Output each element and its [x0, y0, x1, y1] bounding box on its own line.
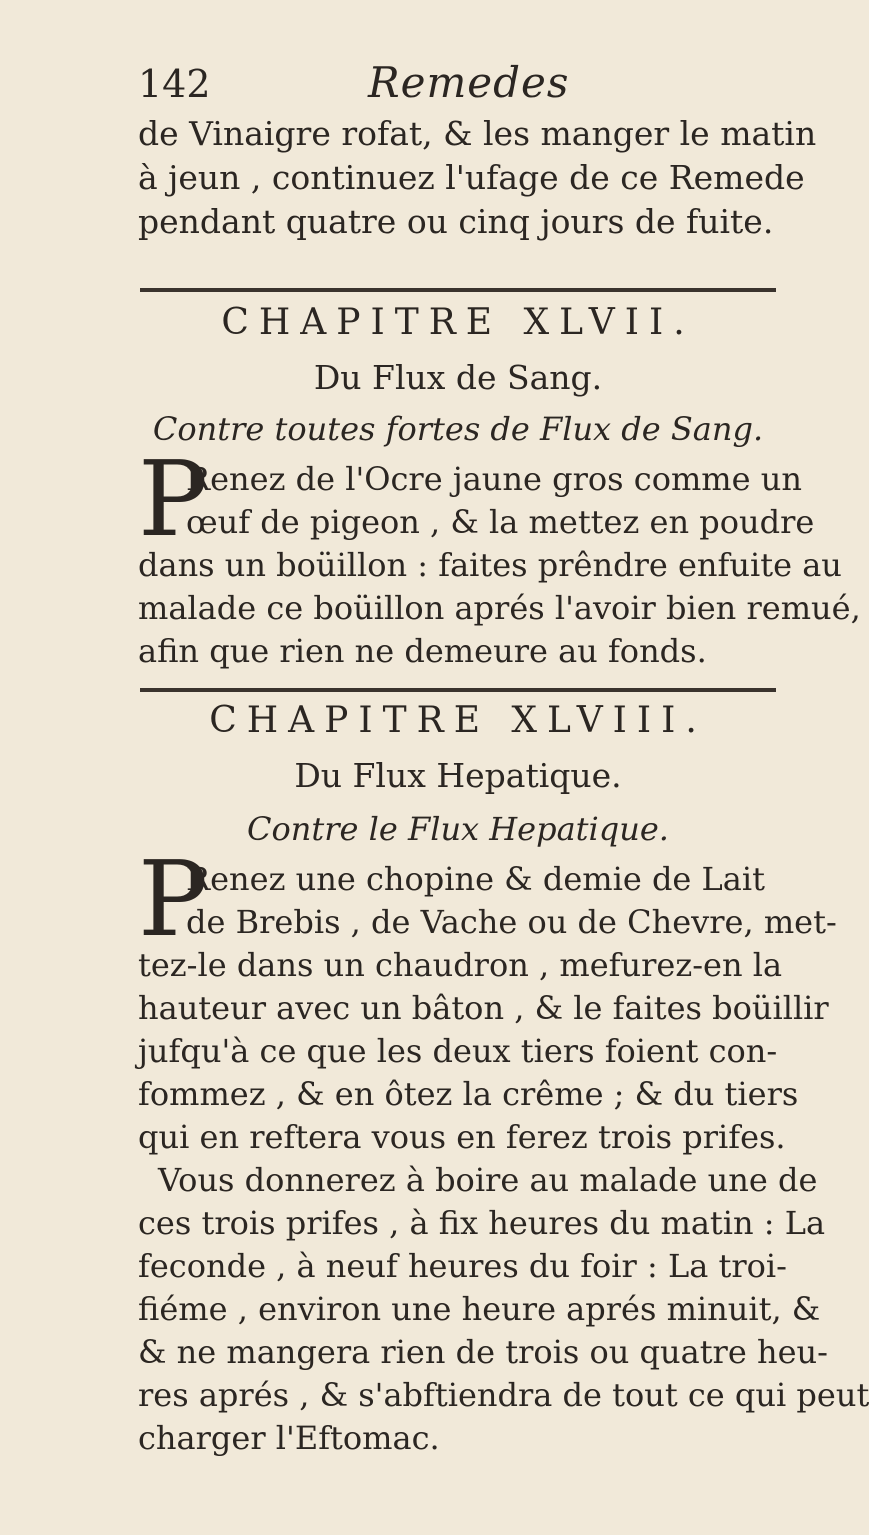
- text-line: pendant quatre ou cinq jours de fuite.: [138, 202, 774, 241]
- text-line: œuf de pigeon , & la mettez en poudre: [186, 503, 815, 541]
- drop-cap: P: [138, 438, 208, 560]
- text-line: Renez de l'Ocre jaune gros comme un: [186, 460, 802, 498]
- text-line: ces trois prifes , à fix heures du matin : La: [138, 1204, 826, 1242]
- running-title: Remedes: [368, 58, 570, 107]
- chapter-heading: CHAPITRE XLVII.: [221, 302, 695, 343]
- chapter-body: [138, 438, 861, 673]
- text-line: qui en reftera vous en ferez trois prifes.: [138, 1118, 786, 1156]
- chapter-title: Du Flux Hepatique.: [294, 756, 622, 795]
- text-line: afin que rien ne demeure au fonds.: [138, 632, 707, 670]
- chapter-title: Du Flux de Sang.: [313, 358, 603, 397]
- text-line: tez-le dans un chaudron , mefurez-en la: [138, 946, 783, 984]
- text-line: jufqu'à ce que les deux tiers foient con-: [138, 1032, 778, 1070]
- text-line: feconde , à neuf heures du foir : La troi-: [138, 1247, 787, 1285]
- drop-cap: P: [138, 838, 208, 960]
- text-line: malade ce boüillon aprés l'avoir bien remué,: [138, 589, 861, 627]
- section-rule: [140, 288, 776, 292]
- text-line: & ne mangera rien de trois ou quatre heu-: [138, 1333, 828, 1371]
- page-number: 142: [138, 62, 211, 106]
- text-line: de Vinaigre rofat, & les manger le matin: [138, 114, 817, 153]
- text-line: Vous donnerez à boire au malade une de: [158, 1161, 818, 1199]
- text-line: res aprés , & s'abftiendra de tout ce qui peut: [138, 1376, 869, 1414]
- intro-paragraph: [138, 112, 817, 244]
- text-line: à jeun , continuez l'ufage de ce Remede: [138, 158, 805, 197]
- text-line: hauteur avec un bâton , & le faites boüillir: [138, 989, 829, 1027]
- chapter-body: [138, 838, 869, 1460]
- text-line: charger l'Eftomac.: [138, 1419, 440, 1457]
- section-rule: [140, 688, 776, 692]
- text-line: fiéme , environ une heure aprés minuit, &: [138, 1290, 821, 1328]
- text-line: Renez une chopine & demie de Lait: [186, 860, 765, 898]
- text-line: de Brebis , de Vache ou de Chevre, met-: [186, 903, 837, 941]
- chapter-heading: CHAPITRE XLVIII.: [209, 700, 707, 741]
- chapter-subtitle: Contre toutes fortes de Flux de Sang.: [152, 410, 764, 448]
- text-line: fommez , & en ôtez la crême ; & du tiers: [138, 1075, 799, 1113]
- chapter-subtitle: Contre le Flux Hepatique.: [247, 810, 669, 848]
- text-line: dans un boüillon : faites prêndre enfuite au: [138, 546, 842, 584]
- running-head: [138, 58, 778, 112]
